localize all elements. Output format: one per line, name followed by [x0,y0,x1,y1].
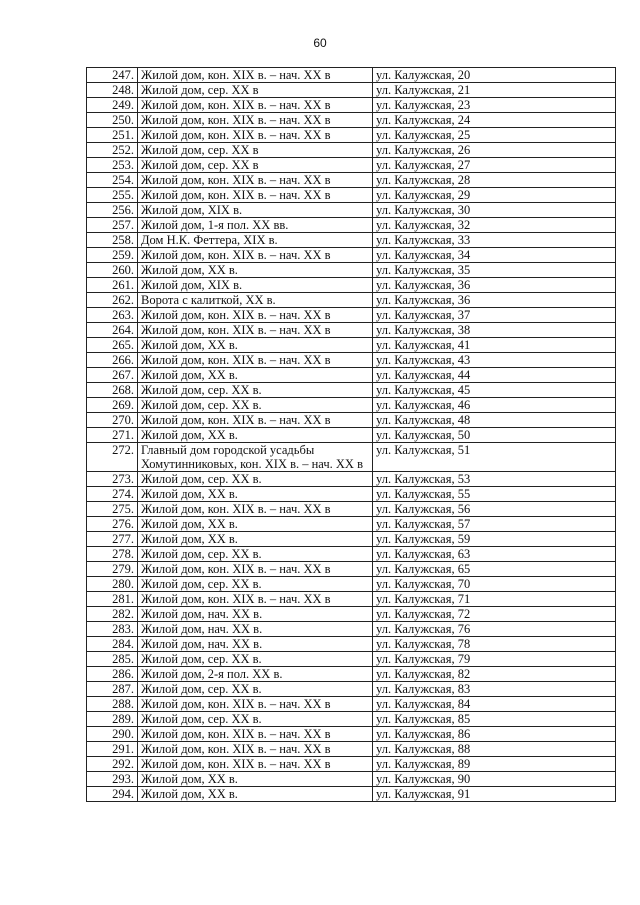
row-number: 255. [87,188,138,203]
row-number: 286. [87,667,138,682]
table-row [87,158,616,173]
table-row [87,263,616,278]
row-number: 284. [87,637,138,652]
row-number: 276. [87,517,138,532]
object-description: Жилой дом, XX в. [138,532,373,547]
object-description: Жилой дом, кон. XIX в. – нач. XX в [138,413,373,428]
object-description: Жилой дом, XX в. [138,517,373,532]
object-description: Жилой дом, XX в. [138,772,373,787]
object-address: ул. Калужская, 28 [373,173,616,188]
object-address: ул. Калужская, 79 [373,652,616,667]
table-row [87,772,616,787]
object-description: Жилой дом, 1-я пол. XX вв. [138,218,373,233]
table-row [87,113,616,128]
row-number: 261. [87,278,138,293]
object-address: ул. Калужская, 82 [373,667,616,682]
table-row [87,278,616,293]
object-address: ул. Калужская, 36 [373,293,616,308]
row-number: 275. [87,502,138,517]
row-number: 294. [87,787,138,802]
row-number: 267. [87,368,138,383]
row-number: 249. [87,98,138,113]
row-number: 281. [87,592,138,607]
table-row [87,592,616,607]
table-row [87,607,616,622]
object-description: Жилой дом, сер. XX в. [138,652,373,667]
table-row [87,293,616,308]
object-address: ул. Калужская, 24 [373,113,616,128]
row-number: 277. [87,532,138,547]
table-row [87,667,616,682]
table-row [87,532,616,547]
table-row [87,188,616,203]
object-description: Жилой дом, сер. XX в. [138,398,373,413]
object-description: Жилой дом, сер. XX в. [138,547,373,562]
table-row [87,353,616,368]
object-address: ул. Калужская, 35 [373,263,616,278]
object-address: ул. Калужская, 38 [373,323,616,338]
row-number: 278. [87,547,138,562]
object-address: ул. Калужская, 89 [373,757,616,772]
row-number: 257. [87,218,138,233]
table-row [87,652,616,667]
object-address: ул. Калужская, 32 [373,218,616,233]
object-address: ул. Калужская, 59 [373,532,616,547]
table-row [87,338,616,353]
object-address: ул. Калужская, 44 [373,368,616,383]
object-description: Жилой дом, XX в. [138,787,373,802]
table-row [87,128,616,143]
row-number: 273. [87,472,138,487]
object-address: ул. Калужская, 83 [373,682,616,697]
row-number: 279. [87,562,138,577]
table-row [87,143,616,158]
row-number: 260. [87,263,138,278]
object-description: Жилой дом, XX в. [138,428,373,443]
object-description: Жилой дом, кон. XIX в. – нач. XX в [138,727,373,742]
table-row [87,547,616,562]
object-address: ул. Калужская, 45 [373,383,616,398]
object-description: Главный дом городской усадьбы Хомутинниковых, кон. XIX в. – нач. XX в [138,443,373,472]
row-number: 288. [87,697,138,712]
row-number: 258. [87,233,138,248]
object-description: Жилой дом, кон. XIX в. – нач. XX в [138,173,373,188]
table-row [87,233,616,248]
object-description: Жилой дом, кон. XIX в. – нач. XX в [138,323,373,338]
object-address: ул. Калужская, 88 [373,742,616,757]
object-description: Жилой дом, кон. XIX в. – нач. XX в [138,98,373,113]
row-number: 271. [87,428,138,443]
row-number: 270. [87,413,138,428]
row-number: 247. [87,68,138,83]
row-number: 272. [87,443,138,472]
row-number: 266. [87,353,138,368]
object-description: Жилой дом, кон. XIX в. – нач. XX в [138,353,373,368]
table-row [87,787,616,802]
object-address: ул. Калужская, 86 [373,727,616,742]
object-address: ул. Калужская, 20 [373,68,616,83]
object-address: ул. Калужская, 25 [373,128,616,143]
object-address: ул. Калужская, 65 [373,562,616,577]
table-row [87,757,616,772]
object-description: Жилой дом, XX в. [138,487,373,502]
object-address: ул. Калужская, 70 [373,577,616,592]
table-row [87,517,616,532]
object-address: ул. Калужская, 76 [373,622,616,637]
registry-table [86,67,616,802]
row-number: 289. [87,712,138,727]
row-number: 248. [87,83,138,98]
object-description: Жилой дом, XX в. [138,263,373,278]
table-row [87,472,616,487]
object-address: ул. Калужская, 56 [373,502,616,517]
object-address: ул. Калужская, 84 [373,697,616,712]
table-row [87,368,616,383]
object-description: Жилой дом, сер. XX в. [138,712,373,727]
table-row [87,308,616,323]
object-address: ул. Калужская, 43 [373,353,616,368]
object-description: Дом Н.К. Феттера, XIX в. [138,233,373,248]
object-description: Жилой дом, кон. XIX в. – нач. XX в [138,502,373,517]
table-row [87,203,616,218]
row-number: 285. [87,652,138,667]
row-number: 262. [87,293,138,308]
object-address: ул. Калужская, 27 [373,158,616,173]
object-description: Жилой дом, сер. XX в [138,83,373,98]
object-address: ул. Калужская, 51 [373,443,616,472]
table-row [87,443,616,472]
object-description: Жилой дом, кон. XIX в. – нач. XX в [138,308,373,323]
table-row [87,622,616,637]
object-address: ул. Калужская, 53 [373,472,616,487]
row-number: 287. [87,682,138,697]
table-row [87,323,616,338]
object-address: ул. Калужская, 41 [373,338,616,353]
table-row [87,562,616,577]
table-row [87,637,616,652]
object-description: Жилой дом, кон. XIX в. – нач. XX в [138,697,373,712]
object-description: Жилой дом, кон. XIX в. – нач. XX в [138,562,373,577]
object-description: Жилой дом, XIX в. [138,278,373,293]
object-address: ул. Калужская, 33 [373,233,616,248]
object-description: Жилой дом, кон. XIX в. – нач. XX в [138,742,373,757]
row-number: 269. [87,398,138,413]
table-row [87,413,616,428]
object-description: Жилой дом, кон. XIX в. – нач. XX в [138,592,373,607]
row-number: 282. [87,607,138,622]
table-row [87,742,616,757]
row-number: 259. [87,248,138,263]
table-row [87,398,616,413]
table-row [87,98,616,113]
object-description: Жилой дом, сер. XX в. [138,383,373,398]
object-address: ул. Калужская, 85 [373,712,616,727]
object-description: Жилой дом, нач. XX в. [138,607,373,622]
table-row [87,173,616,188]
row-number: 264. [87,323,138,338]
object-description: Жилой дом, сер. XX в [138,143,373,158]
row-number: 290. [87,727,138,742]
row-number: 254. [87,173,138,188]
object-address: ул. Калужская, 23 [373,98,616,113]
object-address: ул. Калужская, 46 [373,398,616,413]
object-address: ул. Калужская, 36 [373,278,616,293]
table-row [87,428,616,443]
object-address: ул. Калужская, 91 [373,787,616,802]
object-description: Жилой дом, XX в. [138,338,373,353]
table-row [87,487,616,502]
row-number: 291. [87,742,138,757]
table-row [87,712,616,727]
table-row [87,68,616,83]
object-address: ул. Калужская, 71 [373,592,616,607]
object-description: Жилой дом, сер. XX в. [138,682,373,697]
object-address: ул. Калужская, 30 [373,203,616,218]
page-number: 60 [313,36,327,50]
object-description: Жилой дом, кон. XIX в. – нач. XX в [138,128,373,143]
row-number: 256. [87,203,138,218]
object-address: ул. Калужская, 57 [373,517,616,532]
registry-table-body [87,68,616,802]
object-address: ул. Калужская, 90 [373,772,616,787]
object-description: Жилой дом, сер. XX в. [138,472,373,487]
object-description: Жилой дом, нач. XX в. [138,637,373,652]
object-description: Жилой дом, кон. XIX в. – нач. XX в [138,68,373,83]
row-number: 280. [87,577,138,592]
row-number: 265. [87,338,138,353]
object-description: Жилой дом, сер. XX в [138,158,373,173]
object-address: ул. Калужская, 50 [373,428,616,443]
object-address: ул. Калужская, 29 [373,188,616,203]
row-number: 274. [87,487,138,502]
row-number: 250. [87,113,138,128]
row-number: 283. [87,622,138,637]
object-description: Жилой дом, XX в. [138,368,373,383]
row-number: 251. [87,128,138,143]
row-number: 292. [87,757,138,772]
row-number: 263. [87,308,138,323]
object-address: ул. Калужская, 78 [373,637,616,652]
table-row [87,502,616,517]
object-description: Жилой дом, XIX в. [138,203,373,218]
object-description: Жилой дом, сер. XX в. [138,577,373,592]
object-address: ул. Калужская, 55 [373,487,616,502]
table-row [87,218,616,233]
object-address: ул. Калужская, 63 [373,547,616,562]
row-number: 253. [87,158,138,173]
object-description: Жилой дом, кон. XIX в. – нач. XX в [138,757,373,772]
row-number: 268. [87,383,138,398]
table-row [87,383,616,398]
object-description: Жилой дом, кон. XIX в. – нач. XX в [138,248,373,263]
table-row [87,248,616,263]
object-address: ул. Калужская, 26 [373,143,616,158]
object-description: Жилой дом, кон. XIX в. – нач. XX в [138,188,373,203]
object-description: Ворота с калиткой, XX в. [138,293,373,308]
object-address: ул. Калужская, 37 [373,308,616,323]
table-row [87,682,616,697]
object-description: Жилой дом, нач. XX в. [138,622,373,637]
object-address: ул. Калужская, 48 [373,413,616,428]
object-description: Жилой дом, 2-я пол. XX в. [138,667,373,682]
row-number: 252. [87,143,138,158]
object-address: ул. Калужская, 72 [373,607,616,622]
object-description: Жилой дом, кон. XIX в. – нач. XX в [138,113,373,128]
row-number: 293. [87,772,138,787]
table-row [87,83,616,98]
table-row [87,577,616,592]
table-row [87,697,616,712]
object-address: ул. Калужская, 34 [373,248,616,263]
object-address: ул. Калужская, 21 [373,83,616,98]
table-row [87,727,616,742]
